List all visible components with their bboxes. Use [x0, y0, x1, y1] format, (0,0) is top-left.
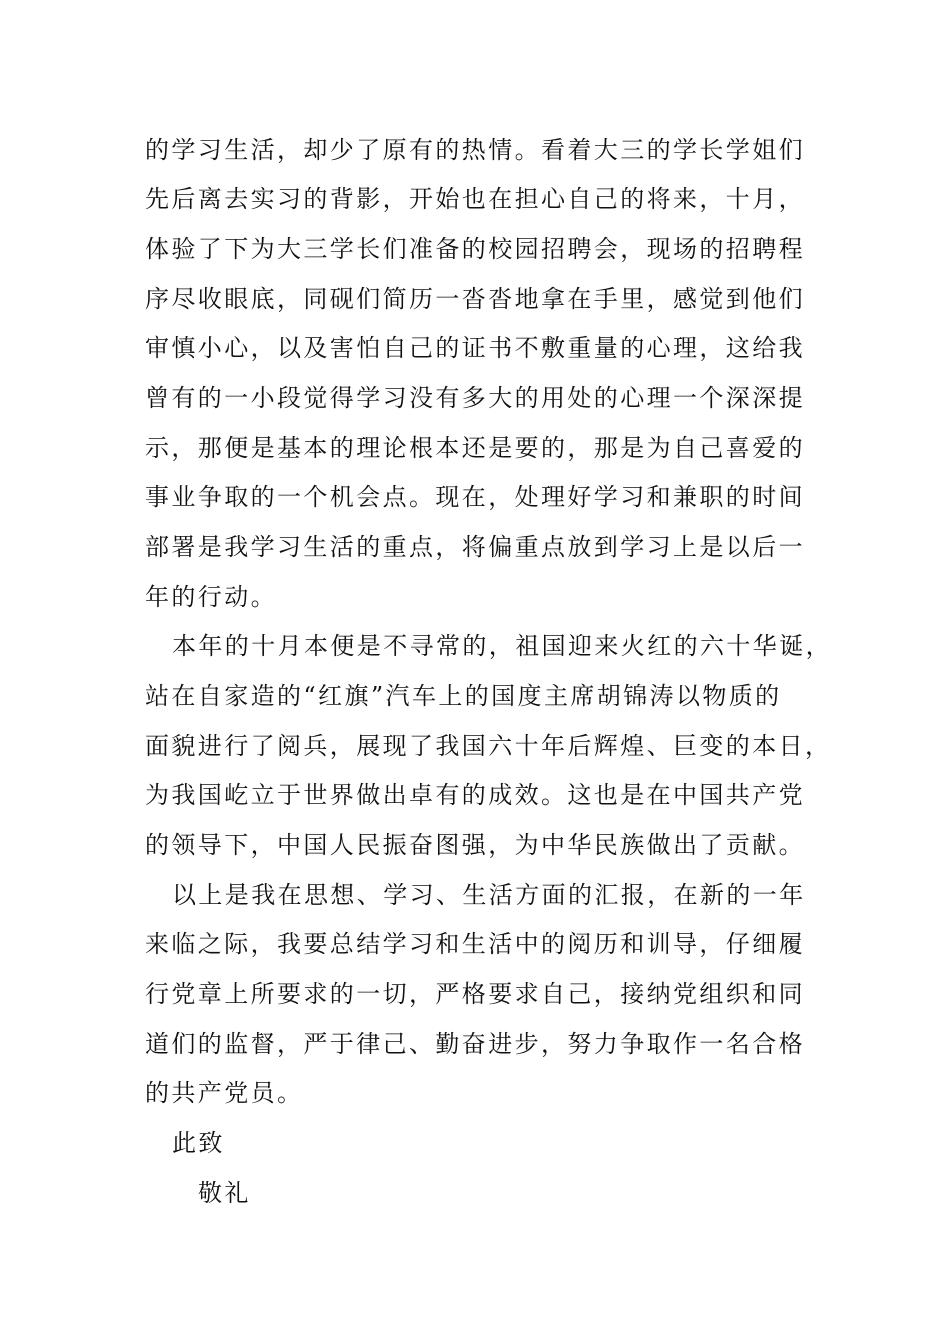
closing-salutation: 此致	[172, 1129, 225, 1157]
text-line-10: 年的行动。	[145, 583, 277, 611]
text-line-8: 事业争取的一个机会点。现在，处理好学习和兼职的时间	[145, 483, 805, 511]
text-line-9: 部署是我学习生活的重点，将偏重点放到学习上是以后一	[145, 533, 805, 561]
paragraph-2-line-2: 站在自家造的“红旗”汽车上的国度主席胡锦涛以物质的	[145, 682, 782, 710]
closing-regards: 敬礼	[198, 1179, 251, 1207]
paragraph-2-line-5: 的领导下，中国人民振奋图强，为中华民族做出了贡献。	[145, 831, 805, 859]
text-line-7: 示，那便是基本的理论根本还是要的，那是为自己喜爱的	[145, 434, 805, 462]
text-line-1: 的学习生活，却少了原有的热情。看着大三的学长学姐们	[145, 136, 805, 164]
paragraph-3-line-5: 的共产党员。	[145, 1079, 304, 1107]
text-line-2: 先后离去实习的背影，开始也在担心自己的将来，十月，	[145, 185, 805, 213]
text-line-4: 序尽收眼底，同砚们简历一沓沓地拿在手里，感觉到他们	[145, 285, 805, 313]
paragraph-3-line-3: 行党章上所要求的一切，严格要求自己，接纳党组织和同	[145, 980, 805, 1008]
paragraph-3-line-1: 以上是我在思想、学习、生活方面的汇报，在新的一年	[172, 881, 806, 909]
text-line-6: 曾有的一小段觉得学习没有多大的用处的心理一个深深提	[145, 384, 805, 412]
paragraph-2-line-4: 为我国屹立于世界做出卓有的成效。这也是在中国共产党	[145, 781, 805, 809]
paragraph-3-line-4: 道们的监督，严于律己、勤奋进步，努力争取作一名合格	[145, 1030, 805, 1058]
paragraph-2-line-1: 本年的十月本便是不寻常的，祖国迎来火红的六十华诞，	[172, 632, 832, 660]
text-line-3: 体验了下为大三学长们准备的校园招聘会，现场的招聘程	[145, 235, 805, 263]
text-line-5: 审慎小心，以及害怕自己的证书不敷重量的心理，这给我	[145, 334, 805, 362]
paragraph-3-line-2: 来临之际，我要总结学习和生活中的阅历和训导，仔细履	[145, 930, 805, 958]
paragraph-2-line-3: 面貌进行了阅兵，展现了我国六十年后辉煌、巨变的本日，	[145, 732, 832, 760]
